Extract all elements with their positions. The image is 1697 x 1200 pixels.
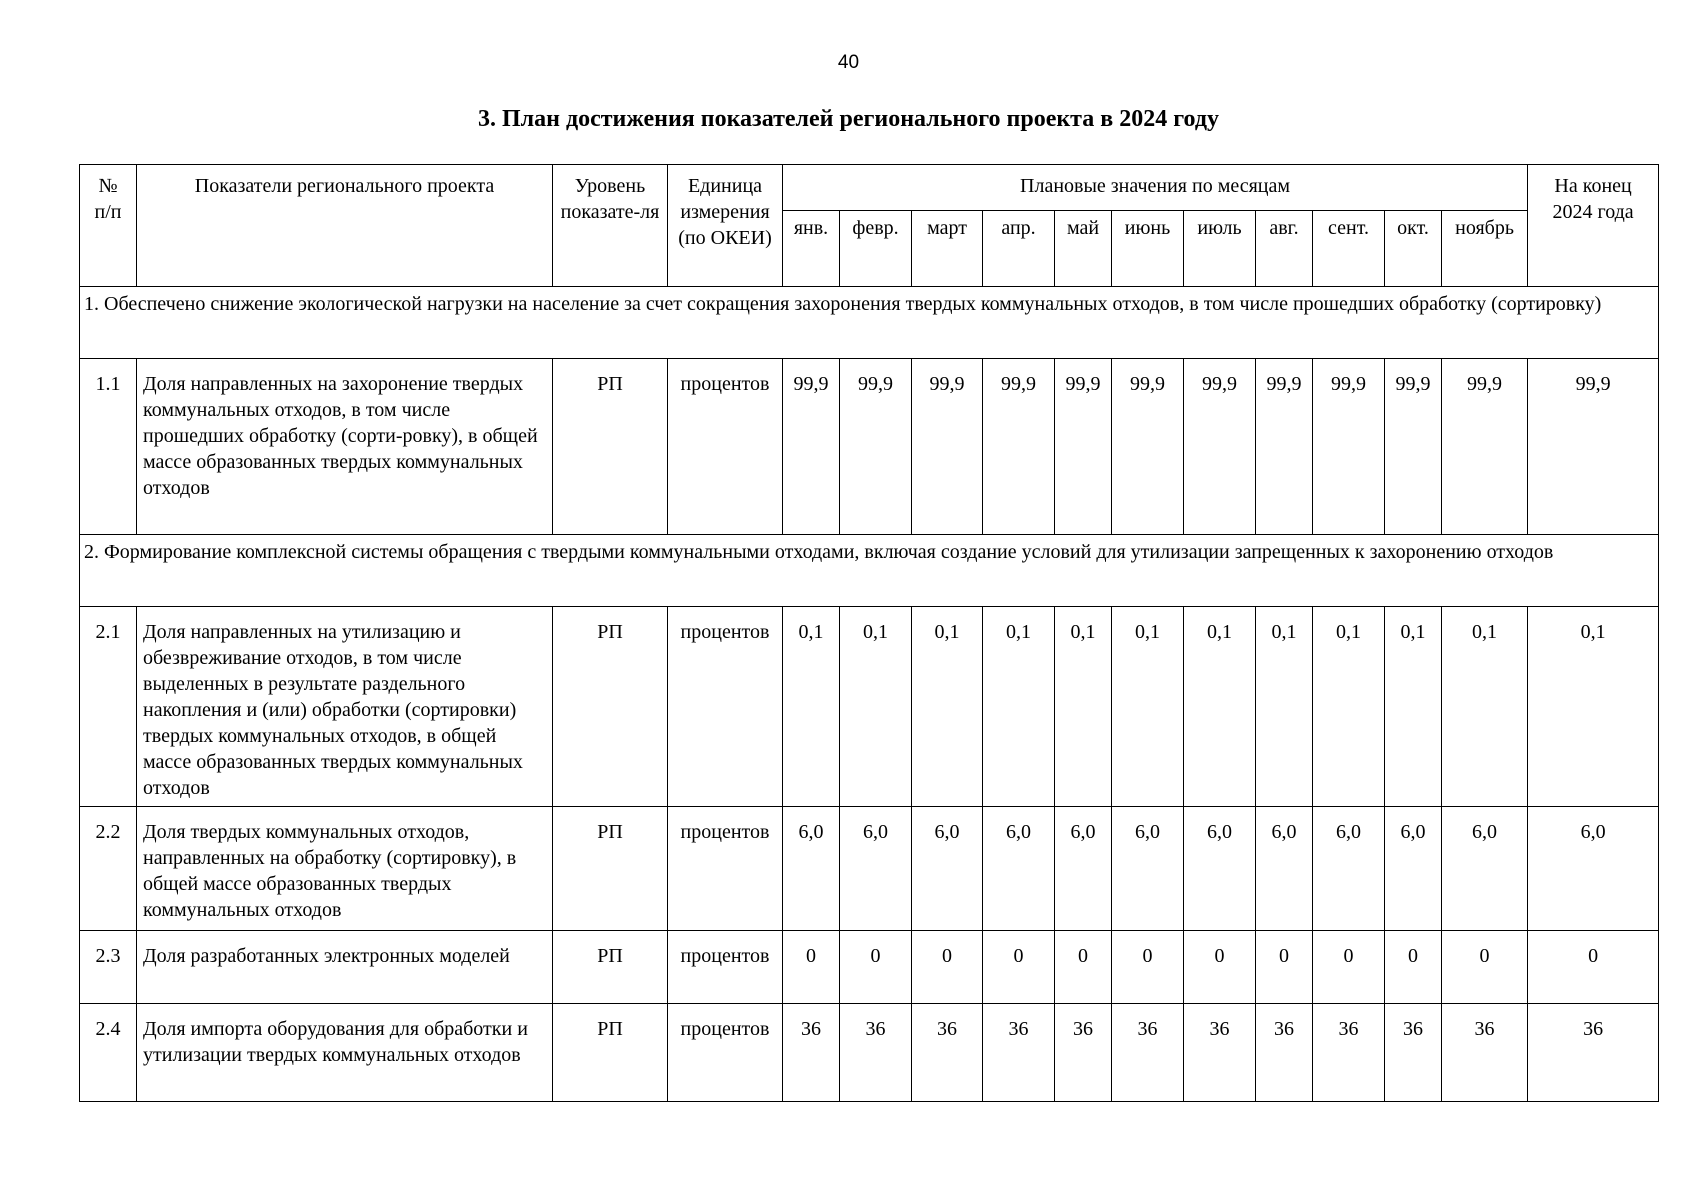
table-row: [80, 359, 1659, 535]
row-num: 2.2: [80, 807, 137, 931]
month-value: 0,1: [912, 607, 983, 807]
month-value: 0: [912, 931, 983, 1004]
month-header: июнь: [1112, 211, 1184, 287]
month-value: 99,9: [983, 359, 1055, 535]
month-value: 99,9: [1385, 359, 1442, 535]
row-indicator: Доля твердых коммунальных отходов, направленных на обработку (сортировку), в общей массе образованных твердых коммунальных отходов: [137, 807, 553, 931]
year-end-value: 36: [1528, 1004, 1659, 1102]
month-value: 36: [840, 1004, 912, 1102]
month-value: 99,9: [1055, 359, 1112, 535]
month-value: 99,9: [840, 359, 912, 535]
year-end-value: 99,9: [1528, 359, 1659, 535]
header-indicator: Показатели регионального проекта: [137, 165, 553, 287]
plan-table: [79, 164, 1659, 1102]
month-value: 0: [1313, 931, 1385, 1004]
month-value: 0,1: [1184, 607, 1256, 807]
month-value: 36: [1256, 1004, 1313, 1102]
header-level: Уровень показате-ля: [553, 165, 668, 287]
month-value: 36: [1313, 1004, 1385, 1102]
month-value: 99,9: [1313, 359, 1385, 535]
header-year-end: На конец 2024 года: [1528, 165, 1659, 287]
month-value: 36: [1385, 1004, 1442, 1102]
year-end-value: 0: [1528, 931, 1659, 1004]
month-value: 6,0: [1313, 807, 1385, 931]
row-unit: процентов: [668, 607, 783, 807]
row-level: РП: [553, 1004, 668, 1102]
month-value: 0,1: [1055, 607, 1112, 807]
month-value: 0: [1442, 931, 1528, 1004]
month-value: 36: [1442, 1004, 1528, 1102]
row-level: РП: [553, 359, 668, 535]
row-unit: процентов: [668, 931, 783, 1004]
row-level: РП: [553, 607, 668, 807]
month-value: 99,9: [1112, 359, 1184, 535]
month-value: 36: [1055, 1004, 1112, 1102]
section-title: 1. Обеспечено снижение экологической нагрузки на население за счет сокращения захоронения твердых коммунальных отходов, в том числе прошедших обработку (сортировку): [80, 287, 1659, 359]
month-value: 36: [912, 1004, 983, 1102]
month-value: 6,0: [912, 807, 983, 931]
month-value: 36: [783, 1004, 840, 1102]
header-unit: Единица измерения (по ОКЕИ): [668, 165, 783, 287]
month-value: 99,9: [1256, 359, 1313, 535]
month-value: 36: [1184, 1004, 1256, 1102]
month-header: янв.: [783, 211, 840, 287]
page-title: 3. План достижения показателей регионального проекта в 2024 году: [478, 106, 1219, 132]
row-indicator: Доля направленных на утилизацию и обезвреживание отходов, в том числе выделенных в результате раздельного накопления и (или) обработки (сортировки) твердых коммунальных отходов, в общей массе образованных твердых коммунальных отходов: [137, 607, 553, 807]
month-value: 0,1: [783, 607, 840, 807]
month-header: окт.: [1385, 211, 1442, 287]
month-value: 6,0: [1184, 807, 1256, 931]
month-value: 6,0: [840, 807, 912, 931]
header-planned: Плановые значения по месяцам: [783, 165, 1528, 211]
month-header: ноябрь: [1442, 211, 1528, 287]
month-value: 36: [1112, 1004, 1184, 1102]
month-value: 0,1: [1385, 607, 1442, 807]
table-row: [80, 1004, 1659, 1102]
year-end-value: 6,0: [1528, 807, 1659, 931]
month-header: май: [1055, 211, 1112, 287]
row-num: 2.3: [80, 931, 137, 1004]
month-header: сент.: [1313, 211, 1385, 287]
row-unit: процентов: [668, 807, 783, 931]
month-header: июль: [1184, 211, 1256, 287]
section-row: [80, 287, 1659, 359]
month-value: 6,0: [783, 807, 840, 931]
table-row: [80, 807, 1659, 931]
month-header: март: [912, 211, 983, 287]
table-header: [80, 165, 1659, 287]
month-value: 6,0: [1055, 807, 1112, 931]
row-level: РП: [553, 807, 668, 931]
month-value: 0,1: [983, 607, 1055, 807]
month-value: 99,9: [783, 359, 840, 535]
section-title: 2. Формирование комплексной системы обращения с твердыми коммунальными отходами, включая создание условий для утилизации запрещенных к захоронению отходов: [80, 535, 1659, 607]
month-header: февр.: [840, 211, 912, 287]
month-value: 0: [983, 931, 1055, 1004]
month-value: 0,1: [1112, 607, 1184, 807]
table-row: [80, 607, 1659, 807]
month-value: 6,0: [1112, 807, 1184, 931]
row-num: 2.4: [80, 1004, 137, 1102]
month-value: 6,0: [1442, 807, 1528, 931]
page-number: 40: [837, 52, 860, 73]
year-end-value: 0,1: [1528, 607, 1659, 807]
month-value: 99,9: [1184, 359, 1256, 535]
month-value: 6,0: [1385, 807, 1442, 931]
month-value: 36: [983, 1004, 1055, 1102]
row-unit: процентов: [668, 359, 783, 535]
month-value: 99,9: [1442, 359, 1528, 535]
month-value: 0: [1184, 931, 1256, 1004]
month-value: 0: [783, 931, 840, 1004]
month-value: 0,1: [1313, 607, 1385, 807]
month-value: 0: [1055, 931, 1112, 1004]
row-indicator: Доля разработанных электронных моделей: [137, 931, 553, 1004]
table-row: [80, 931, 1659, 1004]
month-header: авг.: [1256, 211, 1313, 287]
section-row: [80, 535, 1659, 607]
month-value: 6,0: [1256, 807, 1313, 931]
row-indicator: Доля импорта оборудования для обработки и утилизации твердых коммунальных отходов: [137, 1004, 553, 1102]
month-value: 99,9: [912, 359, 983, 535]
row-unit: процентов: [668, 1004, 783, 1102]
row-num: 1.1: [80, 359, 137, 535]
month-value: 0: [1385, 931, 1442, 1004]
month-value: 0,1: [1442, 607, 1528, 807]
header-num: № п/п: [80, 165, 137, 287]
month-value: 0,1: [840, 607, 912, 807]
month-value: 6,0: [983, 807, 1055, 931]
month-value: 0: [840, 931, 912, 1004]
row-indicator: Доля направленных на захоронение твердых коммунальных отходов, в том числе прошедших обработку (сорти-ровку), в общей массе образованных твердых коммунальных отходов: [137, 359, 553, 535]
month-value: 0,1: [1256, 607, 1313, 807]
month-value: 0: [1256, 931, 1313, 1004]
month-value: 0: [1112, 931, 1184, 1004]
month-header: апр.: [983, 211, 1055, 287]
row-num: 2.1: [80, 607, 137, 807]
row-level: РП: [553, 931, 668, 1004]
